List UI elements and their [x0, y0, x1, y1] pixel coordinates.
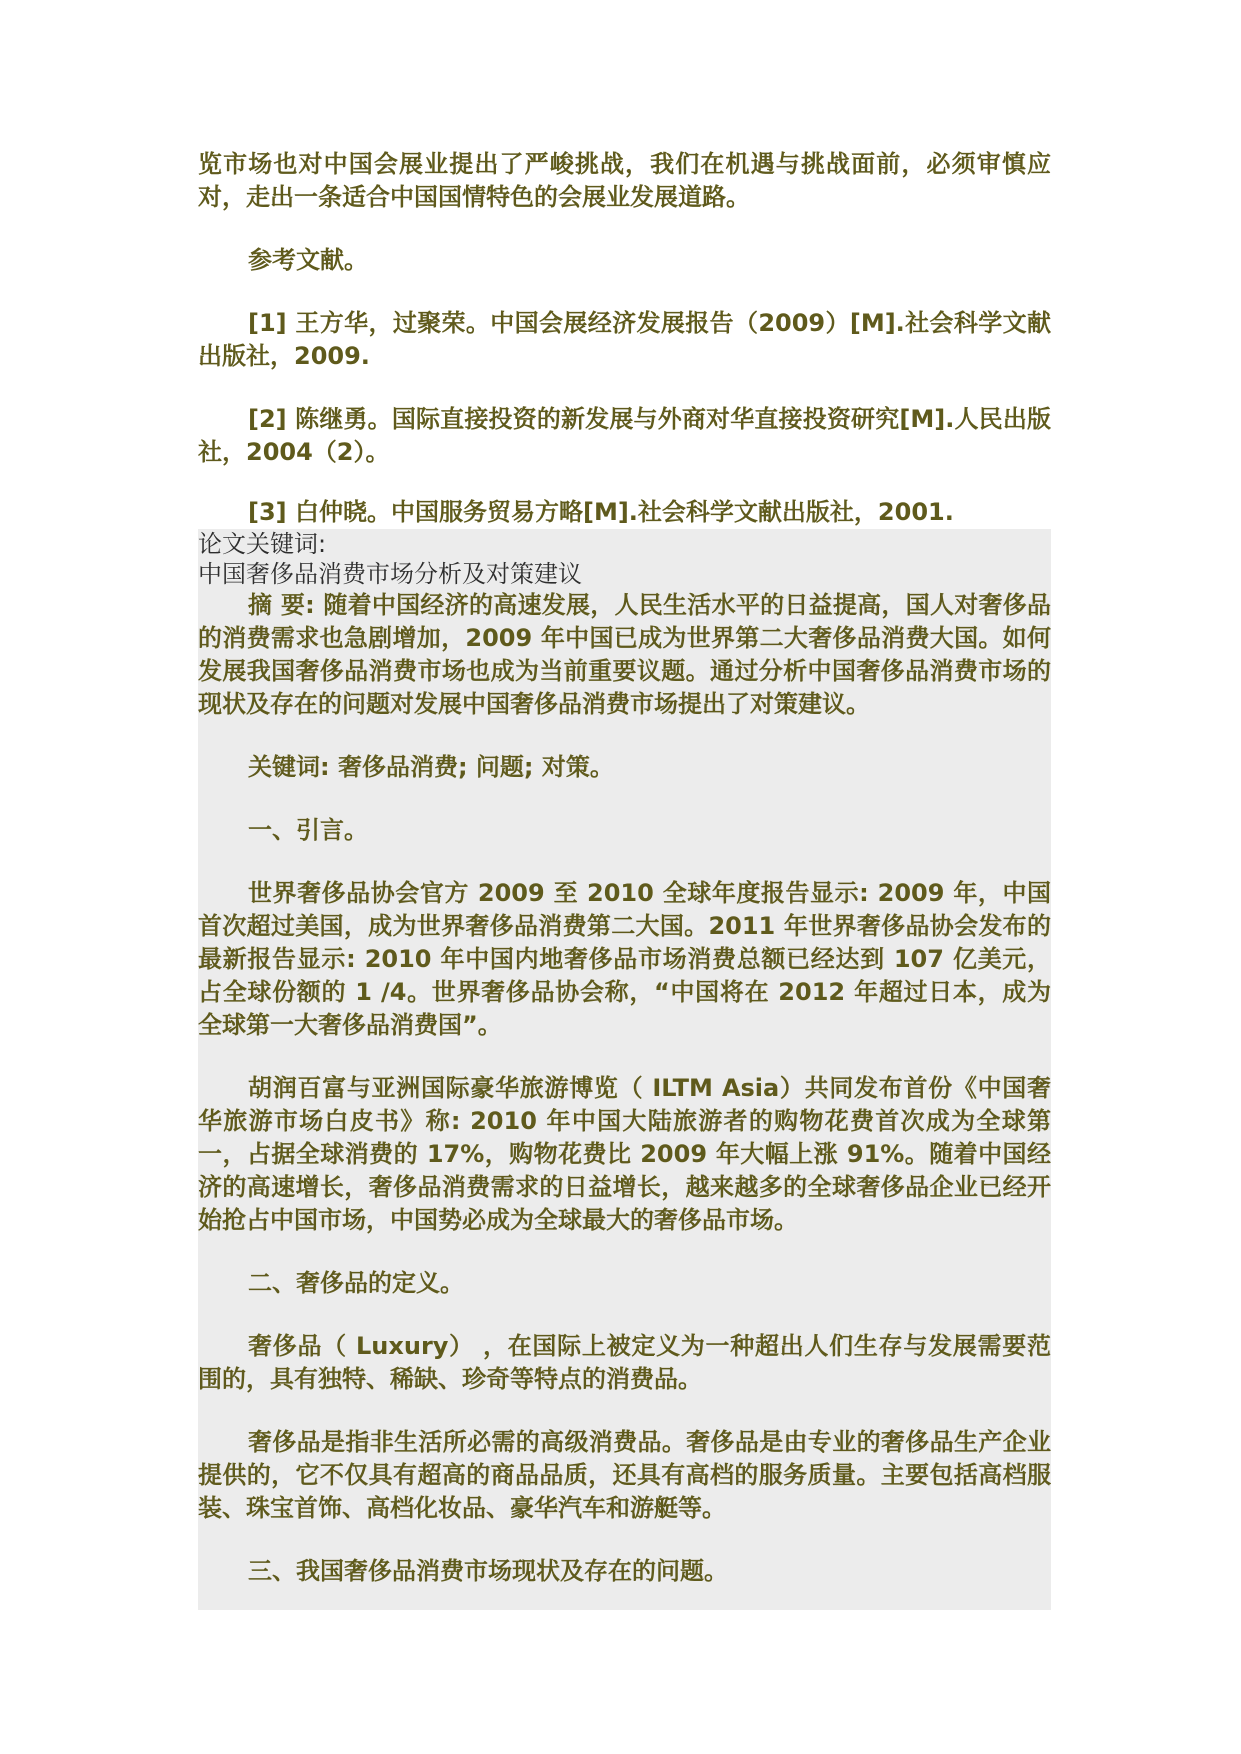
section2-paragraph-2: 奢侈品是指非生活所必需的高级消费品。奢侈品是由专业的奢侈品生产企业提供的，它不仅具有超高的商品品质，还具有高档的服务质量。主要包括高档服装、珠宝首饰、高档化妆品、豪华汽车和游艇等。 — [198, 1428, 1051, 1522]
section1-heading: 一、引言。 — [248, 816, 368, 844]
document-page — [198, 148, 1051, 1610]
reference-item-2: [2] 陈继勇。国际直接投资的新发展与外商对华直接投资研究[M].人民出版社，2004（2）。 — [198, 405, 1051, 466]
abstract-paragraph: 摘 要: 随着中国经济的高速发展，人民生活水平的日益提高，国人对奢侈品的消费需求也急剧增加，2009 年中国已成为世界第二大奢侈品消费大国。如何发展我国奢侈品消费市场也成为当前重要议题。通过分析中国奢侈品消费市场的现状及存在的问题对发展中国奢侈品消费市场提出了对策建议。 — [198, 591, 1051, 718]
article-block — [198, 529, 1051, 1610]
keywords-label: 论文关键词: — [198, 530, 327, 558]
reference-item-1: [1] 王方华，过聚荣。中国会展经济发展报告（2009）[M].社会科学文献出版社，2009. — [198, 309, 1051, 370]
references-heading: 参考文献。 — [248, 246, 368, 274]
article-title: 中国奢侈品消费市场分析及对策建议 — [198, 560, 582, 588]
section3-heading: 三、我国奢侈品消费市场现状及存在的问题。 — [248, 1557, 728, 1585]
reference-item-3: [3] 白仲晓。中国服务贸易方略[M].社会科学文献出版社，2001. — [248, 498, 954, 526]
section1-paragraph-2: 胡润百富与亚洲国际豪华旅游博览（ ILTM Asia）共同发布首份《中国奢华旅游市场白皮书》称: 2010 年中国大陆旅游者的购物花费首次成为全球第一，占据全球消费的 17%，购物花费比 2009 年大幅上涨 91%。随着中国经济的高速增长，奢侈品消费需求的日益增长，越来越多的全球奢侈品企业已经开始抢占中国市场，中国势必成为全球最大的奢侈品市场。 — [198, 1074, 1051, 1234]
section2-paragraph-1: 奢侈品（ Luxury） ，在国际上被定义为一种超出人们生存与发展需要范围的，具有独特、稀缺、珍奇等特点的消费品。 — [198, 1332, 1051, 1393]
section1-paragraph-1: 世界奢侈品协会官方 2009 至 2010 全球年度报告显示: 2009 年，中国首次超过美国，成为世界奢侈品消费第二大国。2011 年世界奢侈品协会发布的最新报告显示: 2010 年中国内地奢侈品市场消费总额已经达到 107 亿美元，占全球份额的 1 /4。世界奢侈品协会称，“中国将在 2012 年超过日本，成为全球第一大奢侈品消费国”。 — [198, 879, 1051, 1039]
keywords-paragraph: 关键词: 奢侈品消费; 问题; 对策。 — [248, 753, 614, 781]
section2-heading: 二、奢侈品的定义。 — [248, 1269, 464, 1297]
continuation-paragraph: 览市场也对中国会展业提出了严峻挑战，我们在机遇与挑战面前，必须审慎应对，走出一条适合中国国情特色的会展业发展道路。 — [198, 150, 1051, 211]
